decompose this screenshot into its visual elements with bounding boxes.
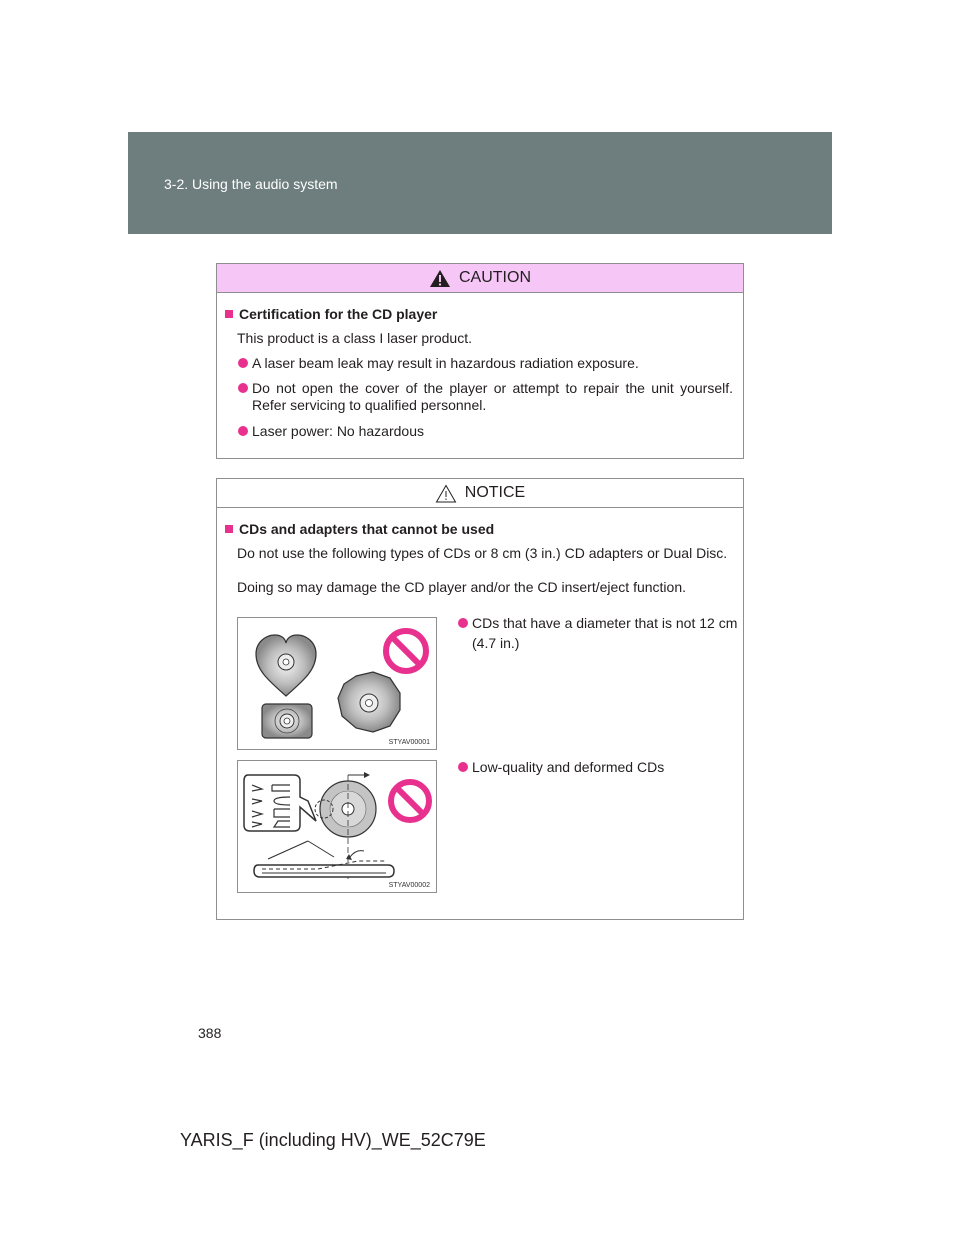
footer-doc-id: YARIS_F (including HV)_WE_52C79E [180,1130,486,1150]
round-bullet-icon [458,618,468,628]
round-bullet-icon [238,383,248,393]
figure-caption: Low-quality and deformed CDs [457,757,752,777]
warning-filled-icon [429,269,451,288]
figure-code: STYAV00001 [388,739,430,746]
round-bullet-icon [458,762,468,772]
figure-code: STYAV00002 [388,882,430,889]
deformed-cd-illustration [238,761,436,892]
caution-box [216,263,744,459]
section-title: 3-2. Using the audio system [164,176,338,192]
notice-heading: CDs and adapters that cannot be used [225,521,494,537]
figure-deformed-cds [237,760,437,893]
caution-bullet: Do not open the cover of the player or attempt to repair the unit yourself. Refer servicing to qualified personnel. [237,380,733,414]
round-bullet-icon [238,358,248,368]
notice-box [216,478,744,920]
square-bullet-icon [225,310,233,318]
caution-intro: This product is a class I laser product. [237,330,472,346]
odd-shaped-cd-illustration [238,618,436,749]
notice-title: NOTICE [464,484,526,501]
warning-outline-icon [435,484,457,503]
square-bullet-icon [225,525,233,533]
notice-header [217,479,743,508]
caution-bullet: A laser beam leak may result in hazardous radiation exposure. [237,355,733,372]
figure-odd-shaped-cds [237,617,437,750]
notice-intro-2: Doing so may damage the CD player and/or the CD insert/eject function. [237,579,687,595]
figure-caption: CDs that have a diameter that is not 12 cm (4.7 in.) [457,613,752,653]
notice-intro: Do not use the following types of CDs or 8 cm (3 in.) CD adapters or Dual Disc. [237,545,728,561]
header-band [128,132,832,234]
caution-header [217,264,743,293]
caution-heading: Certification for the CD player [225,306,437,322]
round-bullet-icon [238,426,248,436]
caution-title: CAUTION [459,269,531,286]
page-number: 388 [198,1025,222,1041]
caution-bullet: Laser power: No hazardous [237,423,733,440]
